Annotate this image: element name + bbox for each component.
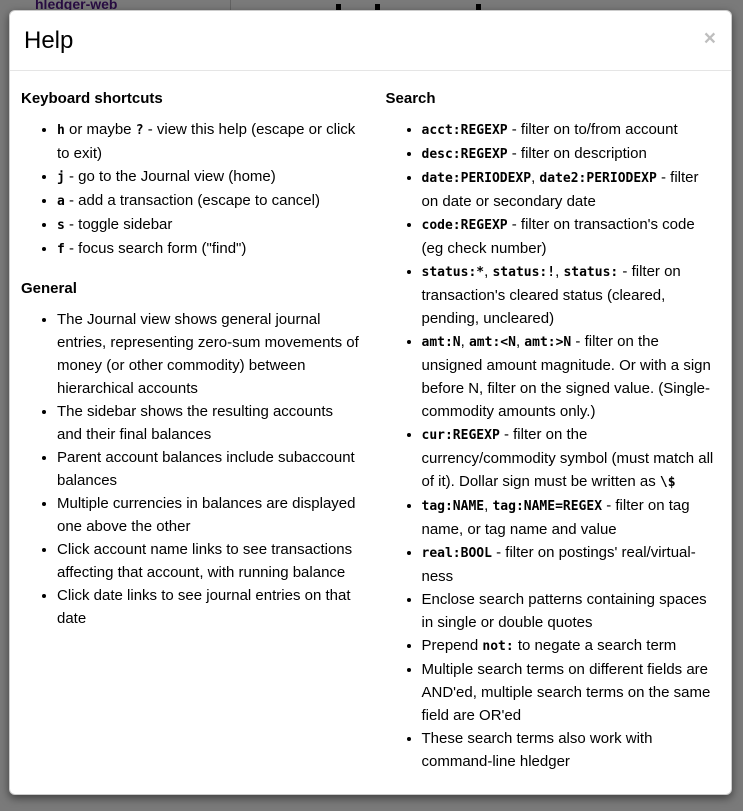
- item-text: - go to the Journal view (home): [64, 168, 276, 185]
- code-term: s: [57, 218, 65, 233]
- section-title: Search: [385, 90, 436, 107]
- item-text: These search terms also work with command-line hledger: [421, 730, 653, 770]
- item-text: Click account name links to see transactions affecting that account, with running balance: [57, 541, 353, 581]
- item-text: - filter on transaction's cleared status (cleared, pending, uncleared): [421, 263, 681, 327]
- item-text: Multiple search terms on different fields are AND'ed, multiple search terms on the same field are OR'ed: [421, 661, 711, 724]
- item-text: ,: [555, 263, 564, 280]
- code-term: h: [57, 123, 65, 138]
- code-term: date2:PERIODEXP: [539, 171, 657, 186]
- item-text: ,: [484, 497, 493, 514]
- item-text: - filter on tag name, or tag name and value: [421, 497, 690, 538]
- list-item: [57, 400, 361, 446]
- code-term: amt:N: [421, 335, 461, 350]
- section-title: General: [21, 280, 77, 297]
- code-term: acct:REGEXP: [421, 123, 508, 138]
- item-text: - filter on description: [507, 145, 647, 162]
- item-text: ,: [460, 333, 469, 350]
- item-text: Parent account balances include subaccount balances: [57, 449, 355, 489]
- item-text: Enclose search patterns containing spaces in single or double quotes: [421, 591, 707, 631]
- item-text: ,: [531, 169, 540, 186]
- list-item: [57, 165, 361, 189]
- list-item: [422, 142, 720, 166]
- item-text: Click date links to see journal entries on that date: [57, 587, 351, 627]
- list-item: [422, 260, 720, 330]
- code-term: tag:NAME=REGEX: [492, 499, 603, 514]
- item-text: ,: [515, 333, 525, 350]
- list-item: [422, 494, 720, 541]
- code-term: cur:REGEXP: [421, 428, 500, 443]
- list-item: [422, 541, 720, 588]
- list-item: [422, 330, 720, 423]
- help-list: [21, 118, 361, 261]
- code-term: ?: [135, 123, 144, 138]
- item-text: or maybe: [64, 121, 136, 138]
- item-text: The sidebar shows the resulting accounts and their final balances: [57, 403, 333, 443]
- list-item: [57, 538, 361, 584]
- code-term: \$: [659, 475, 676, 490]
- list-item: [422, 213, 720, 260]
- list-item: [57, 118, 361, 165]
- code-term: not:: [482, 639, 514, 654]
- code-term: status:!: [492, 265, 556, 280]
- list-item: [422, 727, 720, 773]
- list-item: [57, 492, 361, 538]
- help-column-right: [371, 71, 732, 781]
- list-item: [57, 308, 361, 400]
- item-text: - view this help (escape or click to exit): [57, 121, 356, 162]
- list-item: [57, 189, 361, 213]
- list-item: [57, 237, 361, 261]
- item-text: - add a transaction (escape to cancel): [64, 192, 320, 209]
- help-modal: [9, 10, 732, 795]
- code-term: status:*: [421, 265, 485, 280]
- code-term: amt:<N: [468, 335, 516, 350]
- item-text: to negate a search term: [513, 637, 677, 654]
- item-text: The Journal view shows general journal entries, representing zero-sum movements of money (or other commodity) between hierarchical accounts: [57, 311, 359, 397]
- code-term: amt:>N: [524, 335, 572, 350]
- item-text: ,: [484, 263, 493, 280]
- item-text: - filter on the unsigned amount magnitude. Or with a sign before N, filter on the signed value. (Single-commodity amounts only.): [421, 333, 711, 420]
- list-item: [422, 588, 720, 634]
- help-column-left: [10, 71, 371, 638]
- list-item: [422, 423, 720, 494]
- item-text: - filter on postings' real/virtual-ness: [421, 544, 696, 585]
- list-item: [422, 634, 720, 658]
- modal-body: [10, 71, 731, 795]
- item-text: - focus search form ("find"): [64, 240, 247, 257]
- help-list: [21, 308, 361, 630]
- code-term: tag:NAME: [421, 499, 485, 514]
- item-text: Multiple currencies in balances are displayed one above the other: [57, 495, 356, 535]
- code-term: code:REGEXP: [421, 218, 508, 233]
- list-item: [422, 166, 720, 213]
- list-item: [57, 446, 361, 492]
- item-text: - filter on transaction's code (eg check number): [421, 216, 695, 257]
- code-term: j: [57, 170, 65, 185]
- code-term: status:: [563, 265, 619, 280]
- item-text: - filter on the currency/commodity symbol (must match all of it). Dollar sign must be written as: [421, 426, 714, 490]
- code-term: a: [57, 194, 65, 209]
- list-item: [422, 658, 720, 727]
- item-text: - toggle sidebar: [64, 216, 173, 233]
- item-text: - filter on to/from account: [507, 121, 678, 138]
- list-item: [57, 584, 361, 630]
- code-term: date:PERIODEXP: [421, 171, 532, 186]
- code-term: desc:REGEXP: [421, 147, 508, 162]
- code-term: real:BOOL: [421, 546, 492, 561]
- close-icon[interactable]: ×: [703, 27, 716, 50]
- help-list: [386, 118, 720, 773]
- modal-header: [10, 11, 731, 71]
- item-text: - filter on date or secondary date: [421, 169, 699, 210]
- code-term: f: [57, 242, 65, 257]
- section-title: Keyboard shortcuts: [21, 90, 163, 107]
- item-text: Prepend: [421, 637, 483, 654]
- list-item: [422, 118, 720, 142]
- list-item: [57, 213, 361, 237]
- modal-title: Help: [24, 27, 74, 54]
